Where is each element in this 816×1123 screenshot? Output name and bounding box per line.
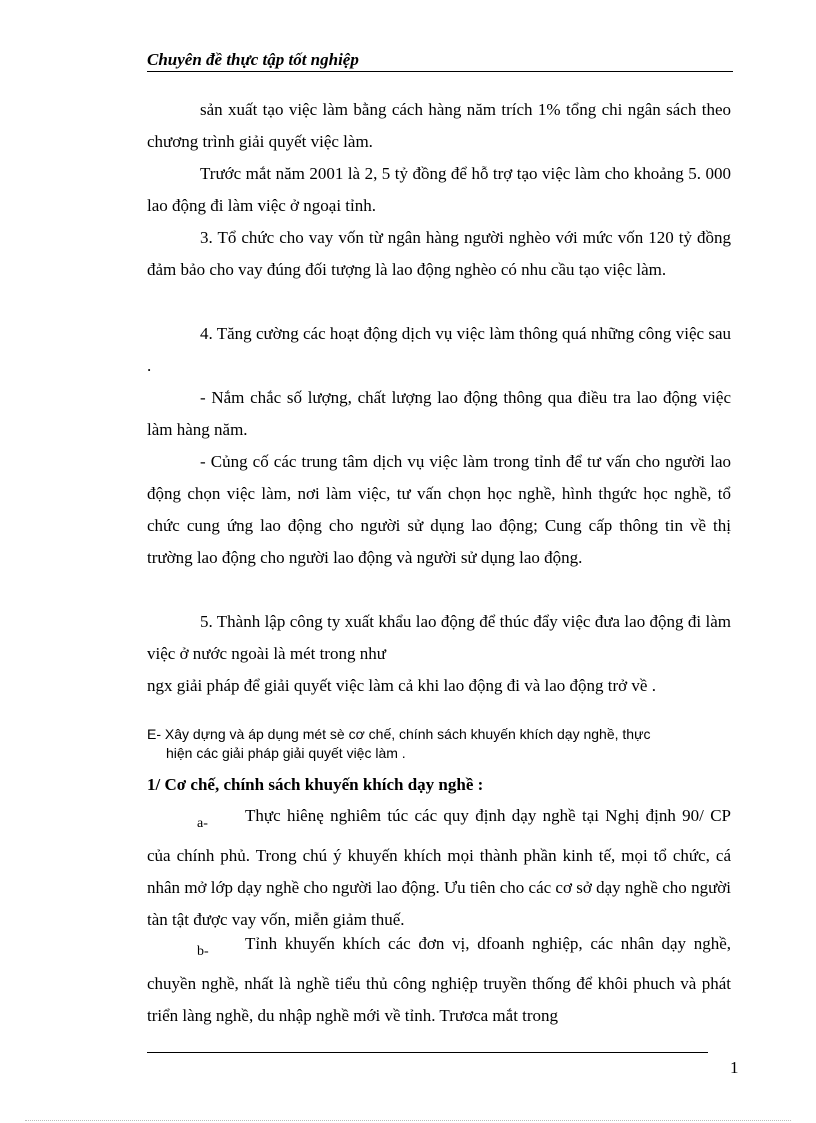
section-e-line1: E- Xây dựng và áp dụng mét sè cơ chế, chính sách khuyến khích dạy nghề, thực: [147, 726, 651, 742]
list-item-b: [147, 928, 731, 1032]
paragraph-5: - Nắm chắc số lượng, chất lượng lao động thông qua điều tra lao động việc làm hàng năm.: [147, 388, 731, 439]
section-heading: 1/ Cơ chế, chính sách khuyến khích dạy nghề :: [147, 775, 484, 794]
paragraph-4: 4. Tăng cường các hoạt động dịch vụ việc làm thông quá những công việc sau .: [147, 324, 731, 375]
footer-divider: [147, 1052, 708, 1053]
page-number: 1: [730, 1058, 739, 1077]
section-e: [147, 725, 731, 763]
list-item-b-text: Tỉnh khuyến khích các đơn vị, dfoanh nghiệp, các nhân dạy nghề, chuyền nghề, nhất là nghề tiểu thủ công nghiệp truyền thống để khôi phuch và phát triển làng nghề, du nhập nghề mới về tỉnh. Trươca mắt trong: [147, 934, 731, 1025]
paragraph-7: 5. Thành lập công ty xuất khẩu lao động để thúc đẩy việc đưa lao động đi làm việc ở nước ngoài là mét trong như: [147, 612, 731, 663]
list-marker-a: a-: [197, 816, 208, 831]
paragraph-6: - Củng cố các trung tâm dịch vụ việc làm trong tỉnh để tư vấn cho người lao động chọn việc làm, nơi làm việc, tư vấn chọn học nghề, hình thgức học nghề, tổ chức cung ứng lao động cho người sử dụng lao động; Cung cấp thông tin về thị trường lao động cho người lao động và người sử dụng lao động.: [147, 452, 731, 567]
list-item-a: [147, 800, 731, 936]
section-e-line2: hiện các giải pháp giải quyết việc làm .: [166, 745, 406, 761]
header-divider: [147, 71, 733, 72]
paragraph-3: 3. Tổ chức cho vay vốn từ ngân hàng người nghèo với mức vốn 120 tỷ đồng đảm bảo cho vay đúng đối tượng là lao động nghèo có nhu cầu tạo việc làm.: [147, 228, 731, 279]
page-bottom-dotted-line: [25, 1120, 791, 1121]
list-item-a-text: Thực hiênę nghiêm túc các quy định dạy nghề tại Nghị định 90/ CP của chính phủ. Trong chú ý khuyến khích mọi thành phần kinh tế, mọi tổ chức, cá nhân mở lớp dạy nghề cho người lao động. Ưu tiên cho các cơ sở dạy nghề cho người tàn tật được vay vốn, miễn giảm thuế.: [147, 806, 731, 929]
paragraph-8: ngx giải pháp để giải quyết việc làm cả khi lao động đi và lao động trở về .: [147, 676, 656, 695]
paragraph-1: sản xuất tạo việc làm bằng cách hàng năm trích 1% tổng chi ngân sách theo chương trình giải quyết việc làm.: [147, 100, 731, 151]
list-marker-b: b-: [197, 944, 209, 959]
paragraph-2: Trước mắt năm 2001 là 2, 5 tỷ đồng để hỗ trợ tạo việc làm cho khoảng 5. 000 lao động đi làm việc ở ngoại tỉnh.: [147, 164, 731, 215]
page-header-title: Chuyên đề thực tập tốt nghiệp: [147, 50, 359, 69]
